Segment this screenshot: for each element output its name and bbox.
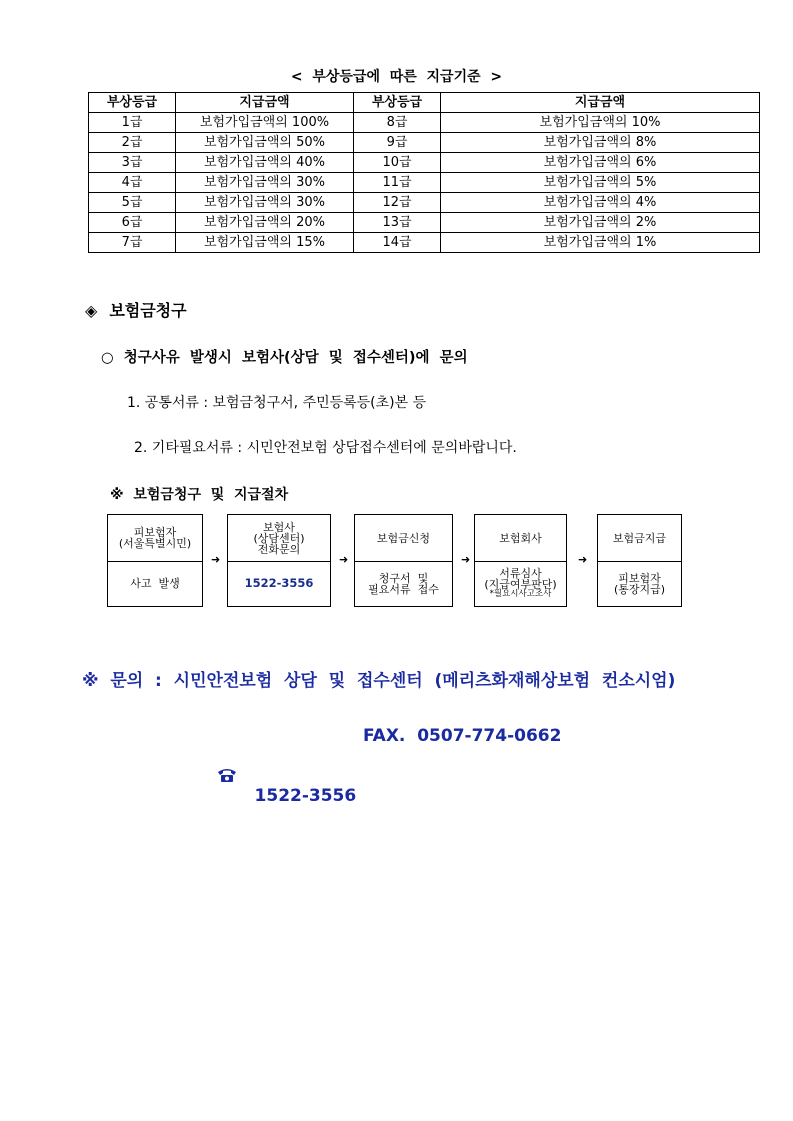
table-cell: 9급 (354, 133, 441, 153)
process-box-insurer-call (227, 514, 331, 607)
telephone (181, 726, 356, 806)
contact-line: ※ 문의 : 시민안전보험 상담 및 접수센터 (메리츠화재해상보험 컨소시엄) (82, 671, 676, 691)
table-cell: 1급 (89, 113, 176, 133)
diamond-icon: ◈ (85, 301, 98, 320)
table-cell: 보험가입금액의 4% (441, 193, 760, 213)
table-cell: 7급 (89, 233, 176, 253)
table-row (89, 233, 760, 253)
process-box-payment (597, 514, 682, 607)
process-box-note: *필요시사고조사 (489, 589, 552, 599)
arrow-right-icon: ➜ (211, 553, 221, 566)
column-header: 지급금액 (441, 93, 760, 113)
table-row (89, 173, 760, 193)
table-row (89, 193, 760, 213)
process-box-bottom (228, 561, 330, 606)
process-box-insured (107, 514, 203, 607)
table-cell: 보험가입금액의 1% (441, 233, 760, 253)
table-header-row (89, 93, 760, 113)
list-item: 1. 공통서류 : 보험금청구서, 주민등록등(초)본 등 (127, 395, 427, 411)
table-cell: 13급 (354, 213, 441, 233)
table-cell: 6급 (89, 213, 176, 233)
table-cell: 보험가입금액의 6% (441, 153, 760, 173)
table-cell: 12급 (354, 193, 441, 213)
table-cell: 보험가입금액의 20% (176, 213, 354, 233)
column-header: 부상등급 (354, 93, 441, 113)
table-cell: 보험가입금액의 2% (441, 213, 760, 233)
table-cell: 보험가입금액의 50% (176, 133, 354, 153)
process-box-claim (354, 514, 453, 607)
process-box-insurance-company (474, 514, 567, 607)
process-box-bottom: 피보험자 (통장지급) (613, 571, 666, 596)
table-cell: 2급 (89, 133, 176, 153)
table-row (89, 153, 760, 173)
grade-table (88, 92, 760, 253)
process-box-bottom: 서류심사 (지급여부판단) *필요시사고조사 (484, 567, 557, 599)
phone-icon (193, 746, 237, 806)
table-cell: 11급 (354, 173, 441, 193)
arrow-right-icon: ➜ (461, 553, 471, 566)
table-cell: 8급 (354, 113, 441, 133)
table-cell: 보험가입금액의 8% (441, 133, 760, 153)
column-header: 부상등급 (89, 93, 176, 113)
section-heading (85, 298, 187, 321)
table-cell: 14급 (354, 233, 441, 253)
arrow-right-icon: ➜ (339, 553, 349, 566)
table-row (89, 133, 760, 153)
table-cell: 보험가입금액의 30% (176, 173, 354, 193)
table-cell: 3급 (89, 153, 176, 173)
list-item: 2. 기타필요서류 : 시민안전보험 상담접수센터에 문의바랍니다. (134, 440, 517, 456)
phone-number: 1522-3556 (244, 576, 314, 590)
arrow-right-icon: ➜ (578, 553, 588, 566)
section-title: 보험금청구 (109, 301, 187, 320)
table-cell: 보험가입금액의 40% (176, 153, 354, 173)
fax-number: FAX. 0507-774-0662 (363, 726, 562, 746)
table-cell: 4급 (89, 173, 176, 193)
process-box-top: 보험금신청 (355, 515, 452, 562)
table-caption: < 부상등급에 따른 지급기준 > (290, 69, 503, 85)
table-cell: 보험가입금액의 5% (441, 173, 760, 193)
process-box-bottom: 사고 발생 (130, 577, 180, 590)
table-row (89, 113, 760, 133)
process-box-top: 보험금지급 (598, 515, 681, 562)
procedure-title: ※ 보험금청구 및 지급절차 (110, 487, 289, 503)
sub-heading: ○ 청구사유 발생시 보험사(상담 및 접수센터)에 문의 (101, 350, 468, 366)
process-box-top: 보험회사 (475, 515, 566, 562)
telephone-number: 1522-3556 (254, 786, 357, 806)
table-cell: 보험가입금액의 15% (176, 233, 354, 253)
table-cell: 보험가입금액의 10% (441, 113, 760, 133)
process-box-top: 보험사 (상담센터) 전화문의 (228, 515, 330, 562)
table-cell: 보험가입금액의 100% (176, 113, 354, 133)
table-cell: 10급 (354, 153, 441, 173)
table-cell: 5급 (89, 193, 176, 213)
process-box-bottom: 청구서 및 필요서류 접수 (368, 571, 439, 596)
table-cell: 보험가입금액의 30% (176, 193, 354, 213)
column-header: 지급금액 (176, 93, 354, 113)
table-row (89, 213, 760, 233)
process-box-top: 피보험자 (서울특별시민) (108, 515, 202, 562)
